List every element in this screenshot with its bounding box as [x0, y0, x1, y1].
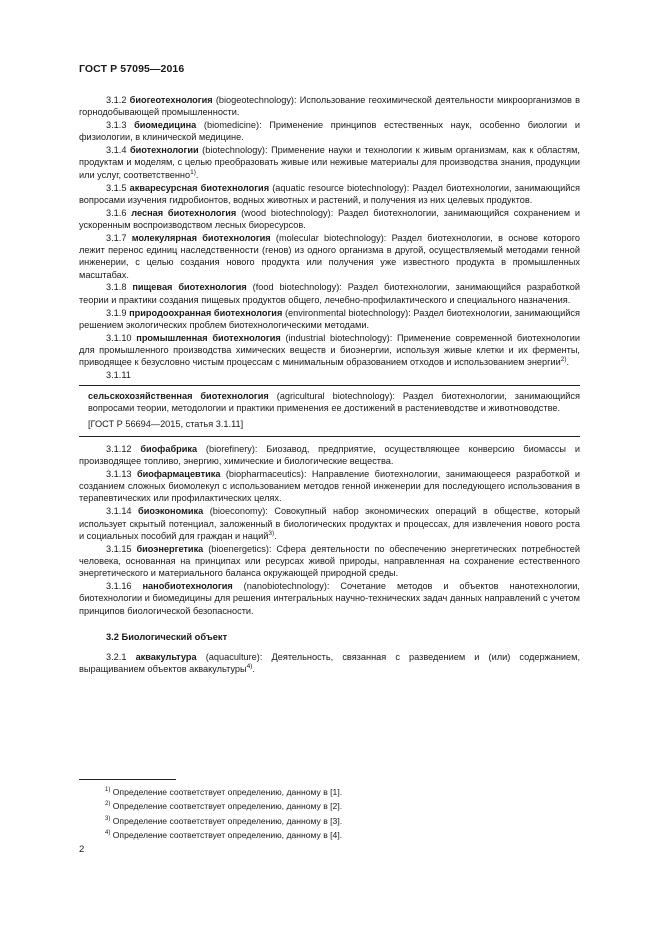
- definition-body: (molecular biotechnology): Раздел биотехнологии, в основе которого лежит перенос единиц наследственности (генов) из одного организма в другой, осуществляемый методами генной инженерии, с целью создания нового продукта или получения уже известного продукта в промышленных масштабах.: [79, 232, 580, 280]
- definition-number: 3.1.15: [106, 543, 132, 554]
- definitions-block-b: [79, 443, 580, 617]
- definition-term: промышленная биотехнология: [136, 332, 281, 343]
- footnote-mark: 4): [105, 830, 111, 837]
- definition-number: 3.1.7: [106, 232, 127, 243]
- quoted-definition-box: [79, 385, 580, 437]
- definition-number: 3.1.10: [106, 332, 132, 343]
- document-body: [79, 94, 580, 676]
- definition-body: (agricultural biotechnology): Раздел биотехнологии, занимающийся вопросами теории, методологии и практики применения ее достижений в растениеводстве и животноводстве.: [88, 390, 580, 414]
- page-number: 2: [79, 844, 85, 855]
- definition-body: (food biotechnology): Раздел биотехнологии, занимающийся разработкой теории и практики создания пищевых продуктов общего, лечебно-профилактического и специального назначения.: [79, 282, 580, 305]
- footnote-item: [105, 828, 342, 842]
- definition-entry: [79, 94, 580, 119]
- footnote-mark: 2): [105, 801, 111, 808]
- definition-entry: [79, 443, 580, 468]
- definition-number: 3.1.16: [106, 580, 132, 591]
- footnote-text: Определение соответствует определению, данному в [4].: [110, 830, 343, 841]
- definition-entry: [79, 307, 580, 332]
- definitions-block-a: [79, 94, 580, 369]
- definition-number: 3.1.8: [106, 282, 127, 293]
- definition-term: природоохранная биотехнология: [129, 307, 283, 318]
- footnote-text: Определение соответствует определению, данному в [3].: [110, 815, 343, 826]
- definition-source: [ГОСТ Р 56694—2015, статья 3.1.11]: [88, 419, 244, 430]
- definition-term: биофармацевтика: [136, 468, 221, 479]
- footnote-ref: 2): [560, 356, 567, 364]
- definition-number: 3.1.9: [106, 307, 127, 318]
- definition-entry: [79, 580, 580, 617]
- definition-entry: [79, 232, 580, 281]
- definition-term: сельскохозяйственная биотехнология: [88, 390, 269, 401]
- definition-entry: [79, 207, 580, 232]
- definition-entry: 3.1.4 биотехнологии (biotechnology): Применение науки и технологии к живым организмам, как к областям, продуктам и моделям, с целью преобразовать живые или неживые материалы для производства знания, продукции или услуг, соответственно$^{1)}$.: [79, 145, 580, 180]
- definition-number: 3.1.3: [106, 120, 127, 131]
- definition-entry: [79, 543, 580, 580]
- definition-entry: [79, 281, 580, 306]
- definition-term: пищевая биотехнология: [132, 282, 247, 293]
- definition-body: (aquaculture): Деятельность, связанная с разведением и (или) содержанием, выращиванием объектов аквакультуры: [79, 652, 581, 675]
- definition-body: (biopharmaceutics): Направление биотехнологии, занимающееся разработкой и созданием сложных биомолекул с использованием методов генной инженерии для последующего использования в терапевтических или профилактических целях.: [79, 468, 580, 504]
- footnote-text: Определение соответствует определению, данному в [2].: [110, 801, 343, 812]
- footnote-item: [105, 814, 342, 828]
- definition-body: (bioenergetics): Сфера деятельности по обеспечению энергетических потребностей человека, основанная на принципах или ресурсах живой природы, направленная на сохранение естественного энергетического и материального баланса окружающей природной среды.: [79, 543, 580, 579]
- definition-term: биогеотехнология: [129, 95, 213, 105]
- footnote-mark: 1): [105, 787, 111, 794]
- footnote-item: [105, 785, 342, 799]
- definition-number: 3.1.14: [106, 506, 132, 517]
- definition-number: 3.1.6: [106, 207, 127, 218]
- footnote-ref: 1): [190, 168, 196, 176]
- definition-body: (biorefinery): Биозавод, предприятие, осуществляющее конверсию биомассы и производящее топливо, энергию, химические и биологические вещества.: [79, 443, 580, 467]
- definition-entry: 3.1.14 биоэкономика (bioeconomy): Совокупный набор экономических операций в обществе, который использует скрытый потенциал, заложенный в биологических продуктах и процессах, для извлечения нового роста и социальных пособий для граждан и наций$^{3)}$.: [79, 506, 580, 541]
- definition-term: биотехнологии: [129, 145, 199, 156]
- definition-number: 3.1.13: [106, 468, 132, 479]
- definition-body: (nanobiotechnology): Сочетание методов и объектов нанотехнологии, биотехнологии и биомедицины для решения интегральных научно-технических задач данных направлений с учетом принципов биологической безопасности.: [79, 580, 580, 616]
- definition-term: биоэкономика: [138, 506, 204, 517]
- definition-number: 3.1.11: [106, 369, 131, 380]
- footnote-ref: 3): [268, 529, 275, 537]
- definition-term: аквaресурсная биотехнология: [129, 182, 270, 193]
- definition-body: (environmental biotechnology): Раздел биотехнологии, занимающийся решением экологических проблем биотехнологическими методами.: [79, 307, 580, 330]
- definition-term: биоэнергетика: [136, 543, 204, 554]
- definition-entry: [79, 468, 580, 505]
- definition-body: (biogeotechnology): Использование геохимической деятельности микроорганизмов в горнодобывающей промышленности.: [79, 95, 580, 118]
- definition-number: 3.2.1: [106, 652, 127, 663]
- definition-body: (aquatic resource biotechnology): Раздел биотехнологии, занимающийся вопросами изучения гидробионтов, водных животных и растений, и получения из них целевых продуктов.: [79, 182, 581, 205]
- footnote-ref: 4): [246, 663, 253, 671]
- definition-entry: 3.1.10 промышленная биотехнология (industrial biotechnology): Применение современной биотехнологии для промышленного производства химических веществ и биоэнергии, используя живые клетки и их ферменты, приводящее к безусловно чистым процессам с минимальным образованием отходов и использованием энергии$^{2)}$.: [79, 332, 580, 368]
- definition-body: (biomedicine): Применение принципов естественных наук, особенно биологии и физиологии, в клинической медицине.: [79, 120, 580, 143]
- definition-body: (wood biotechnology): Раздел биотехнологии, занимающийся сохранением и ускоренным воспроизводством лесных биоресурсов.: [79, 207, 580, 230]
- footnotes: [105, 785, 342, 843]
- footnote-mark: 3): [105, 815, 111, 822]
- definition-entry: [79, 182, 580, 207]
- footnote-text: Определение соответствует определению, данному в [1].: [110, 787, 343, 797]
- definition-term: лесная биотехнология: [131, 207, 237, 218]
- definition-number: 3.1.5: [106, 182, 127, 193]
- definition-body: (biotechnology): Применение науки и технологии к живым организмам, как к областям, продуктам и моделям, с целью преобразовать живые или неживые материалы для производства знания, продукции или услуг, соответственно: [79, 145, 580, 180]
- definition-term: биомедицина: [134, 120, 197, 131]
- definition-body: (industrial biotechnology): Применение современной биотехнологии для промышленного производства химических веществ и биоэнергии, используя живые клетки и их ферменты, приводящее к безусловно чистым процессам с минимальным образованием отходов и использованием энергии: [79, 332, 580, 368]
- definition-number: 3.1.4: [106, 145, 127, 156]
- definition-body: (bioeconomy): Совокупный набор экономических операций в обществе, который использует скрытый потенциал, заложенный в биологических продуктах и процессах, для извлечения нового роста и социальных пособий для граждан и наций: [79, 506, 580, 541]
- footnote-divider: [79, 779, 176, 780]
- definition-entry: [79, 119, 580, 144]
- definition-number: 3.1.2: [106, 95, 127, 105]
- document-header: ГОСТ Р 57095—2016: [79, 63, 185, 75]
- definition-text: [88, 390, 580, 415]
- definition-term: молекулярная биотехнология: [131, 232, 271, 243]
- section-title: 3.2 Биологический объект: [106, 631, 228, 642]
- definition-term: биофабрика: [140, 443, 198, 454]
- definition-number: 3.1.12: [106, 443, 132, 454]
- definition-entry: 3.2.1 аквакультура (aquaculture): Деятельность, связанная с разведением и (или) содержанием, выращиванием объектов аквакультуры$^{4)}$.: [79, 652, 581, 675]
- definition-term: нанобиотехнология: [142, 580, 233, 591]
- footnote-item: [105, 799, 342, 813]
- definition-term: аквакультура: [135, 652, 197, 663]
